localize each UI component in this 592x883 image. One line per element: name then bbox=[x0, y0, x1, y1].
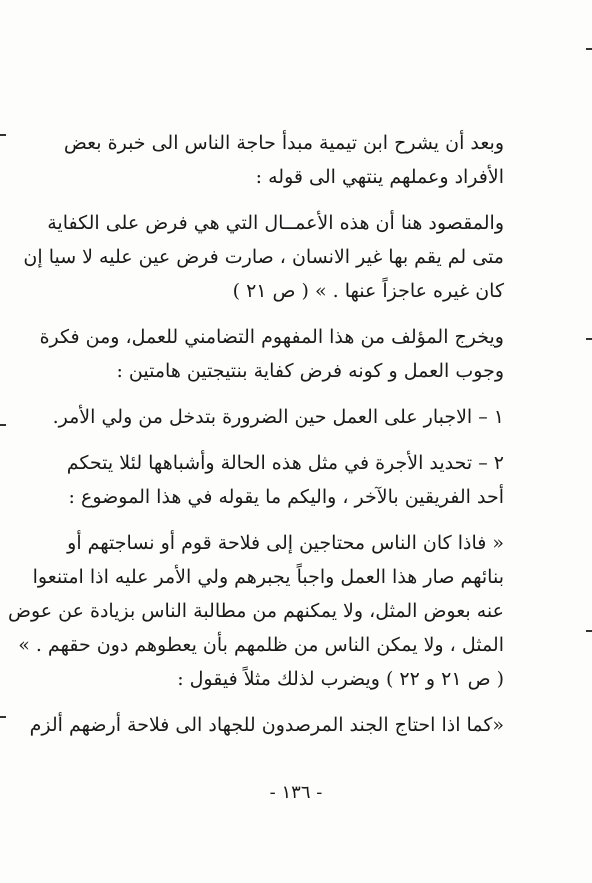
margin-mark-right-top bbox=[586, 48, 592, 50]
text-line: ويخرج المؤلف من هذا المفهوم التضامني للعمل، ومن فكرة bbox=[39, 326, 504, 348]
margin-mark-left-mid bbox=[0, 424, 6, 426]
text-line: ( ص ٢١ و ٢٢ ) ويضرب لذلك مثلاً فيقول : bbox=[177, 668, 504, 690]
paragraph-6 bbox=[8, 526, 504, 696]
paragraph-5 bbox=[66, 446, 504, 514]
margin-mark-right-upper bbox=[586, 338, 592, 340]
text-line: «كما اذا احتاج الجند المرصدون للجهاد الى فلاحة أرضهم ألزم bbox=[29, 714, 504, 736]
text-line: الأفراد وعملهم ينتهي الى قوله : bbox=[255, 166, 504, 188]
paragraph-3 bbox=[39, 320, 504, 388]
paragraph-4 bbox=[52, 400, 504, 434]
margin-mark-left-top bbox=[0, 134, 6, 136]
margin-mark-left-bottom bbox=[0, 716, 6, 718]
paragraph-1 bbox=[63, 126, 504, 194]
text-line: « فاذا كان الناس محتاجين إلى فلاحة قوم أو نساجتهم أو bbox=[67, 532, 504, 554]
page-number: - ١٣٦ - bbox=[269, 782, 323, 803]
body-text bbox=[8, 126, 504, 754]
text-line: وبعد أن يشرح ابن تيمية مبدأ حاجة الناس الى خبرة بعض bbox=[63, 132, 504, 154]
paragraph-2 bbox=[23, 206, 504, 308]
text-line: ١ – الاجبار على العمل حين الضرورة بتدخل من ولي الأمر. bbox=[52, 406, 504, 428]
text-line: عنه بعوض المثل، ولا يمكنهم من مطالبة الناس بزيادة عن عوض bbox=[8, 600, 504, 622]
text-line: والمقصود هنا أن هذه الأعمــال التي هي فرض على الكفاية bbox=[47, 212, 504, 234]
text-line: المثل ، ولا يمكن الناس من ظلمهم بأن يعطوهم دون حقهم . » bbox=[18, 634, 504, 656]
margin-mark-right-lower bbox=[586, 630, 592, 632]
text-line: كان غيره عاجزاً عنها . » ( ص ٢١ ) bbox=[232, 280, 504, 302]
text-line: متى لم يقم بها غير الانسان ، صارت فرض عين عليه لا سيا إن bbox=[23, 246, 504, 268]
text-line: وجوب العمل و كونه فرض كفاية بنتيجتين هامتين : bbox=[116, 360, 504, 382]
text-line: بنائهم صار هذا العمل واجباً يجبرهم ولي الأمر عليه اذا امتنعوا bbox=[32, 566, 504, 588]
text-line: ٢ – تحديد الأجرة في مثل هذه الحالة وأشباهها لئلا يتحكم bbox=[66, 452, 504, 474]
text-line: أحد الفريقين بالآخر ، واليكم ما يقوله في هذا الموضوع : bbox=[68, 486, 504, 508]
paragraph-7 bbox=[29, 708, 504, 742]
